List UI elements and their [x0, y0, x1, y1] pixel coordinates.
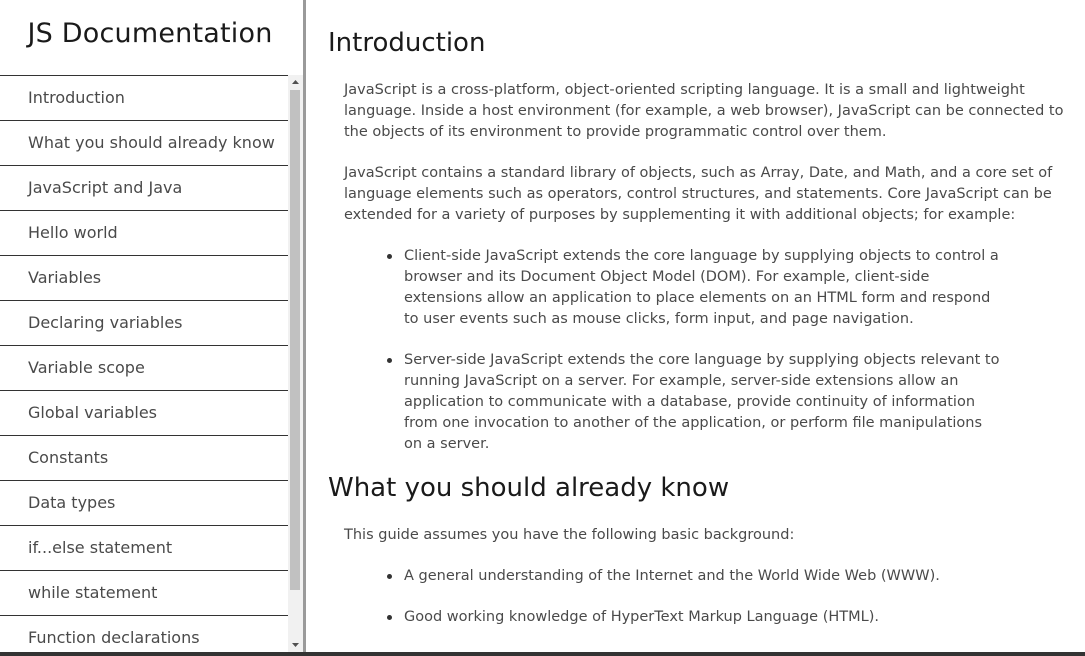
intro-paragraph-2: JavaScript contains a standard library of objects, such as Array, Date, and Math, and a core set of language elements such as operators, control structures, and statements. Core JavaScript can be extended for a variety of purposes by supplementing it with additional objects; for example: — [344, 165, 1053, 223]
intro-bullet-list — [404, 246, 1004, 455]
intro-bullet-client-side: Client-side JavaScript extends the core language by supplying objects to control a browser and its Document Object Model (DOM). For example, client-side extensions allow an application to place elements on an HTML form and respond to user events such as mouse clicks, form input, and page navigation. — [404, 246, 1004, 330]
nav-list — [0, 75, 288, 652]
sidebar-nav — [0, 0, 306, 652]
scroll-up-arrow-icon[interactable] — [288, 75, 303, 89]
nav-link-while-statement[interactable]: while statement — [0, 570, 288, 615]
sidebar-title: JS Documentation — [27, 18, 273, 49]
nav-link-function-declarations[interactable]: Function declarations — [0, 615, 288, 652]
nav-link-if-else-statement[interactable]: if...else statement — [0, 525, 288, 570]
nav-link-global-variables[interactable]: Global variables — [0, 390, 288, 435]
sidebar-header — [0, 0, 303, 75]
nav-link-javascript-and-java[interactable]: JavaScript and Java — [0, 165, 288, 210]
nav-link-constants[interactable]: Constants — [0, 435, 288, 480]
nav-link-introduction[interactable]: Introduction — [0, 75, 288, 120]
know-paragraph-1: This guide assumes you have the following basic background: — [344, 527, 795, 543]
intro-paragraph-1: JavaScript is a cross-platform, object-oriented scripting language. It is a small and lightweight language. Inside a host environment (for example, a web browser), JavaScript can be connected to the objects of its environment to provide programmatic control over them. — [344, 82, 1064, 140]
know-bullet-html: Good working knowledge of HyperText Markup Language (HTML). — [404, 607, 1004, 628]
section-title-what-you-should-already-know: What you should already know — [328, 473, 730, 503]
nav-link-declaring-variables[interactable]: Declaring variables — [0, 300, 288, 345]
scrollbar-thumb[interactable] — [290, 90, 300, 590]
know-bullet-list — [404, 566, 1004, 628]
nav-link-data-types[interactable]: Data types — [0, 480, 288, 525]
know-bullet-internet: A general understanding of the Internet and the World Wide Web (WWW). — [404, 566, 1004, 587]
section-title-introduction: Introduction — [328, 28, 486, 58]
nav-link-hello-world[interactable]: Hello world — [0, 210, 288, 255]
bottom-border — [0, 652, 1085, 656]
nav-link-what-you-should-already-know[interactable]: What you should already know — [0, 120, 288, 165]
nav-link-variables[interactable]: Variables — [0, 255, 288, 300]
sidebar-scrollbar[interactable] — [288, 75, 303, 652]
nav-link-variable-scope[interactable]: Variable scope — [0, 345, 288, 390]
scroll-down-arrow-icon[interactable] — [288, 638, 303, 652]
intro-bullet-server-side: Server-side JavaScript extends the core language by supplying objects relevant to running JavaScript on a server. For example, server-side extensions allow an application to communicate with a database, provide continuity of information from one invocation to another of the application, or perform file manipulations on a server. — [404, 350, 1004, 455]
main-content — [306, 0, 1085, 652]
